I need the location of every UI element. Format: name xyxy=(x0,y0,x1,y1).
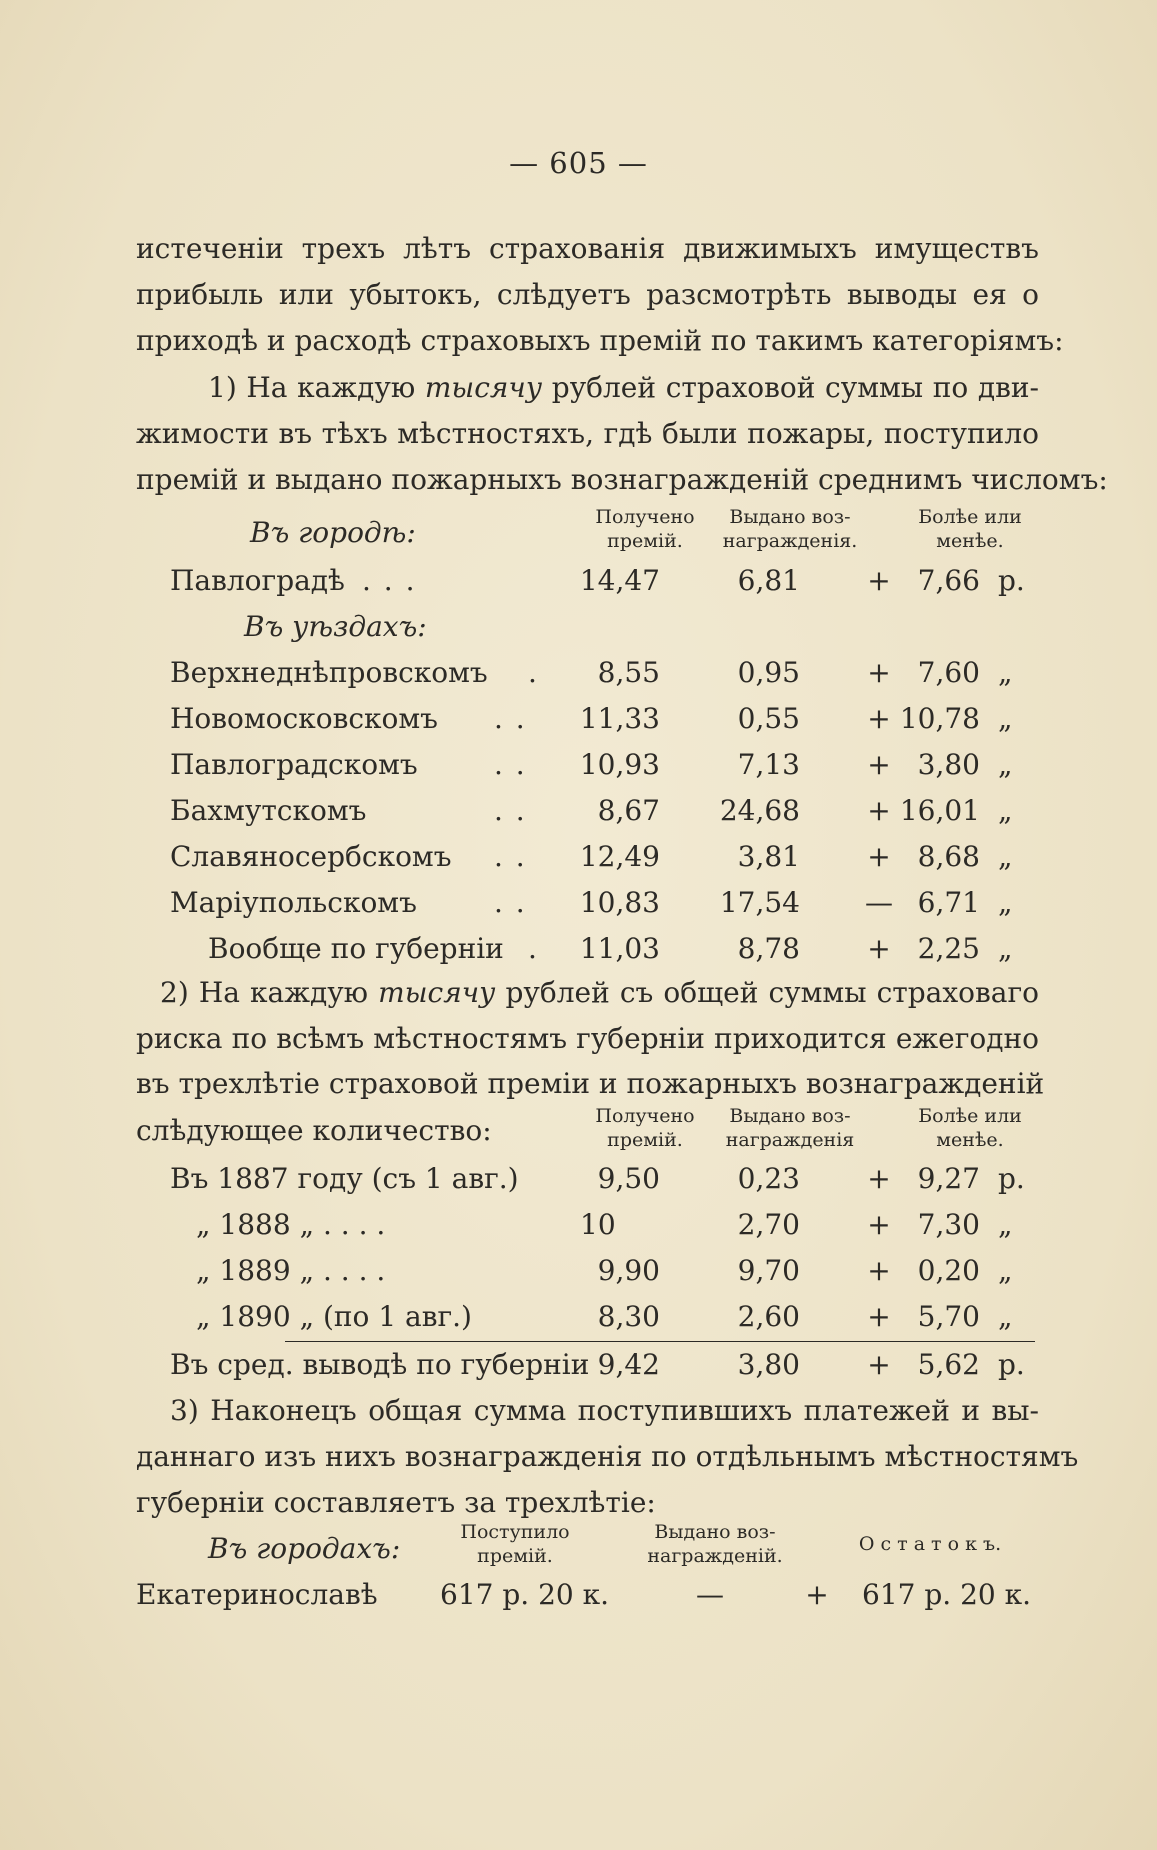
paragraph-3-line: 3) Наконецъ общая сумма поступившихъ платежей и вы- xyxy=(170,1394,1039,1427)
row-label: Маріупольскомъ xyxy=(170,886,417,919)
row-label: Новомосковскомъ xyxy=(170,702,438,735)
value-received: 617 р. 20 к. xyxy=(440,1578,609,1611)
text-line: жимости въ тѣхъ мѣстностяхъ, гдѣ были пожары, поступило xyxy=(136,417,1039,450)
sign: + xyxy=(867,794,891,827)
column-header-received xyxy=(570,1104,720,1152)
value-received: 11,03 xyxy=(579,932,660,965)
italic-emphasis: тысячу xyxy=(424,371,543,404)
sum-rule xyxy=(285,1341,1035,1342)
sign: + xyxy=(867,932,891,965)
unit: „ xyxy=(998,794,1013,827)
unit: „ xyxy=(998,1254,1013,1287)
sign: + xyxy=(867,840,891,873)
text-line: премій и выдано пожарныхъ вознагражденій среднимъ числомъ: xyxy=(136,463,1108,496)
leader-dots: . . xyxy=(494,840,527,873)
sign: + xyxy=(867,1300,891,1333)
value-received: 10 xyxy=(580,1208,616,1241)
column-header-paid xyxy=(630,1520,800,1568)
value-paid: 2,70 xyxy=(737,1208,800,1241)
column-header-received xyxy=(570,505,720,553)
row-label: Въ сред. выводѣ по губерніи xyxy=(170,1348,590,1381)
value-received: 9,42 xyxy=(597,1348,660,1381)
sign: + xyxy=(867,564,891,597)
header-line: награжденій. xyxy=(647,1545,783,1567)
value-balance: 2,25 xyxy=(917,932,980,965)
group-label-city: Въ городѣ: xyxy=(250,516,416,549)
leader-dots: . . xyxy=(494,886,527,919)
value-received: 10,93 xyxy=(579,748,660,781)
leader-dots: . . xyxy=(494,702,527,735)
header-line: Выдано воз- xyxy=(654,1521,776,1543)
unit: „ xyxy=(998,886,1013,919)
unit: р. xyxy=(998,564,1025,597)
row-label: Верхнеднѣпровскомъ xyxy=(170,656,488,689)
leader-dots: . xyxy=(528,932,539,965)
row-label: „ 1889 „ . . . . xyxy=(196,1254,386,1287)
header-line: Болѣе или xyxy=(918,506,1022,528)
value-balance: 7,66 xyxy=(917,564,980,597)
header-line: Болѣе или xyxy=(918,1105,1022,1127)
value-paid: — xyxy=(696,1578,724,1611)
header-line: премій. xyxy=(477,1545,553,1567)
row-label: Вообще по губерніи xyxy=(208,932,504,965)
header-line: менѣе. xyxy=(936,530,1004,552)
sign: + xyxy=(867,656,891,689)
value-balance: 9,27 xyxy=(917,1162,980,1195)
text-line: приходѣ и расходѣ страховыхъ премій по такимъ категоріямъ: xyxy=(136,324,1064,357)
row-label: „ 1888 „ . . . . xyxy=(196,1208,386,1241)
value-balance: 5,62 xyxy=(917,1348,980,1381)
row-label: Екатеринославѣ xyxy=(136,1578,378,1611)
column-header-received xyxy=(440,1520,590,1568)
unit: р. xyxy=(998,1162,1025,1195)
value-balance: 8,68 xyxy=(917,840,980,873)
value-paid: 24,68 xyxy=(719,794,800,827)
page-number: — 605 — xyxy=(509,146,648,180)
sign: + xyxy=(867,1162,891,1195)
text-span: 2) На каждую xyxy=(160,976,369,1009)
row-label: Славяносербскомъ xyxy=(170,840,452,873)
value-balance: 7,30 xyxy=(917,1208,980,1241)
sign: + xyxy=(867,1348,891,1381)
sign: + xyxy=(867,748,891,781)
row-label: Павлоградскомъ xyxy=(170,748,418,781)
text-line: губерніи составляетъ за трехлѣтіе: xyxy=(136,1486,656,1519)
value-paid: 7,13 xyxy=(737,748,800,781)
value-paid: 0,95 xyxy=(737,656,800,689)
unit: „ xyxy=(998,1300,1013,1333)
sign: + xyxy=(867,1254,891,1287)
value-paid: 0,55 xyxy=(737,702,800,735)
leader-dots: . . . xyxy=(362,564,417,597)
value-paid: 3,80 xyxy=(737,1348,800,1381)
value-balance: 3,80 xyxy=(917,748,980,781)
value-received: 14,47 xyxy=(579,564,660,597)
row-label: „ 1890 „ (по 1 авг.) xyxy=(196,1300,472,1333)
unit: „ xyxy=(998,656,1013,689)
text-span: рублей съ общей суммы страховаго xyxy=(505,976,1039,1009)
text-span: 1) На каждую xyxy=(208,371,416,404)
value-balance: 7,60 xyxy=(917,656,980,689)
leader-dots: . . xyxy=(494,748,527,781)
sign: — xyxy=(865,886,893,919)
unit: „ xyxy=(998,702,1013,735)
row-label: Бахмутскомъ xyxy=(170,794,367,827)
value-received: 8,30 xyxy=(597,1300,660,1333)
leader-dots: . . xyxy=(494,794,527,827)
value-paid: 9,70 xyxy=(737,1254,800,1287)
unit: „ xyxy=(998,748,1013,781)
value-balance: 6,71 xyxy=(917,886,980,919)
value-paid: 3,81 xyxy=(737,840,800,873)
value-received: 8,67 xyxy=(597,794,660,827)
value-received: 9,50 xyxy=(597,1162,660,1195)
paragraph-1-line xyxy=(208,371,1039,404)
value-paid: 17,54 xyxy=(719,886,800,919)
unit: р. xyxy=(998,1348,1025,1381)
column-header-paid xyxy=(710,505,870,553)
header-line: Получено xyxy=(595,506,695,528)
header-line: Получено xyxy=(595,1105,695,1127)
unit: „ xyxy=(998,840,1013,873)
header-line: менѣе. xyxy=(936,1129,1004,1151)
value-balance: 0,20 xyxy=(917,1254,980,1287)
sign: + xyxy=(805,1578,829,1611)
header-line: Выдано воз- xyxy=(729,506,851,528)
value-paid: 8,78 xyxy=(737,932,800,965)
paragraph-2-line xyxy=(160,976,1039,1009)
header-line: Выдано воз- xyxy=(729,1105,851,1127)
value-paid: 0,23 xyxy=(737,1162,800,1195)
header-line: Поступило xyxy=(460,1521,570,1543)
group-label-districts: Въ уѣздахъ: xyxy=(244,610,427,643)
value-balance: 16,01 xyxy=(899,794,980,827)
column-header-balance xyxy=(895,1104,1045,1152)
value-paid: 6,81 xyxy=(737,564,800,597)
text-line: истеченіи трехъ лѣтъ страхованія движимыхъ имуществъ xyxy=(136,232,1039,265)
leader-dots: . xyxy=(528,656,539,689)
value-received: 8,55 xyxy=(597,656,660,689)
text-line: даннаго изъ нихъ вознагражденія по отдѣльнымъ мѣстностямъ xyxy=(136,1440,1079,1473)
row-label: Павлоградѣ xyxy=(170,564,345,597)
value-balance: 10,78 xyxy=(899,702,980,735)
text-line: риска по всѣмъ мѣстностямъ губерніи приходится ежегодно xyxy=(136,1022,1039,1055)
value-received: 10,83 xyxy=(579,886,660,919)
italic-emphasis: тысячу xyxy=(378,976,496,1009)
unit: „ xyxy=(998,932,1013,965)
value-balance: 5,70 xyxy=(917,1300,980,1333)
text-span: рублей страховой суммы по дви- xyxy=(551,371,1040,404)
text-line: прибыль или убытокъ, слѣдуетъ разсмотрѣть выводы ея о xyxy=(136,278,1039,311)
value-paid: 2,60 xyxy=(737,1300,800,1333)
unit: „ xyxy=(998,1208,1013,1241)
column-header-balance xyxy=(895,505,1045,553)
header-line: награжденія. xyxy=(722,530,858,552)
header-line: награжденія xyxy=(725,1129,855,1151)
text-line: слѣдующее количество: xyxy=(136,1114,492,1147)
value-balance: 617 р. 20 к. xyxy=(862,1578,1031,1611)
header-line: премій. xyxy=(607,530,683,552)
sign: + xyxy=(867,1208,891,1241)
value-received: 11,33 xyxy=(579,702,660,735)
column-header-balance: О с т а т о к ъ. xyxy=(858,1533,1002,1555)
column-header-paid xyxy=(710,1104,870,1152)
text-line: въ трехлѣтіе страховой преміи и пожарныхъ вознагражденій xyxy=(136,1067,1045,1100)
sign: + xyxy=(867,702,891,735)
value-received: 9,90 xyxy=(597,1254,660,1287)
value-received: 12,49 xyxy=(579,840,660,873)
header-line: премій. xyxy=(607,1129,683,1151)
group-label-cities: Въ городахъ: xyxy=(208,1532,401,1565)
row-label: Въ 1887 году (съ 1 авг.) xyxy=(170,1162,519,1195)
